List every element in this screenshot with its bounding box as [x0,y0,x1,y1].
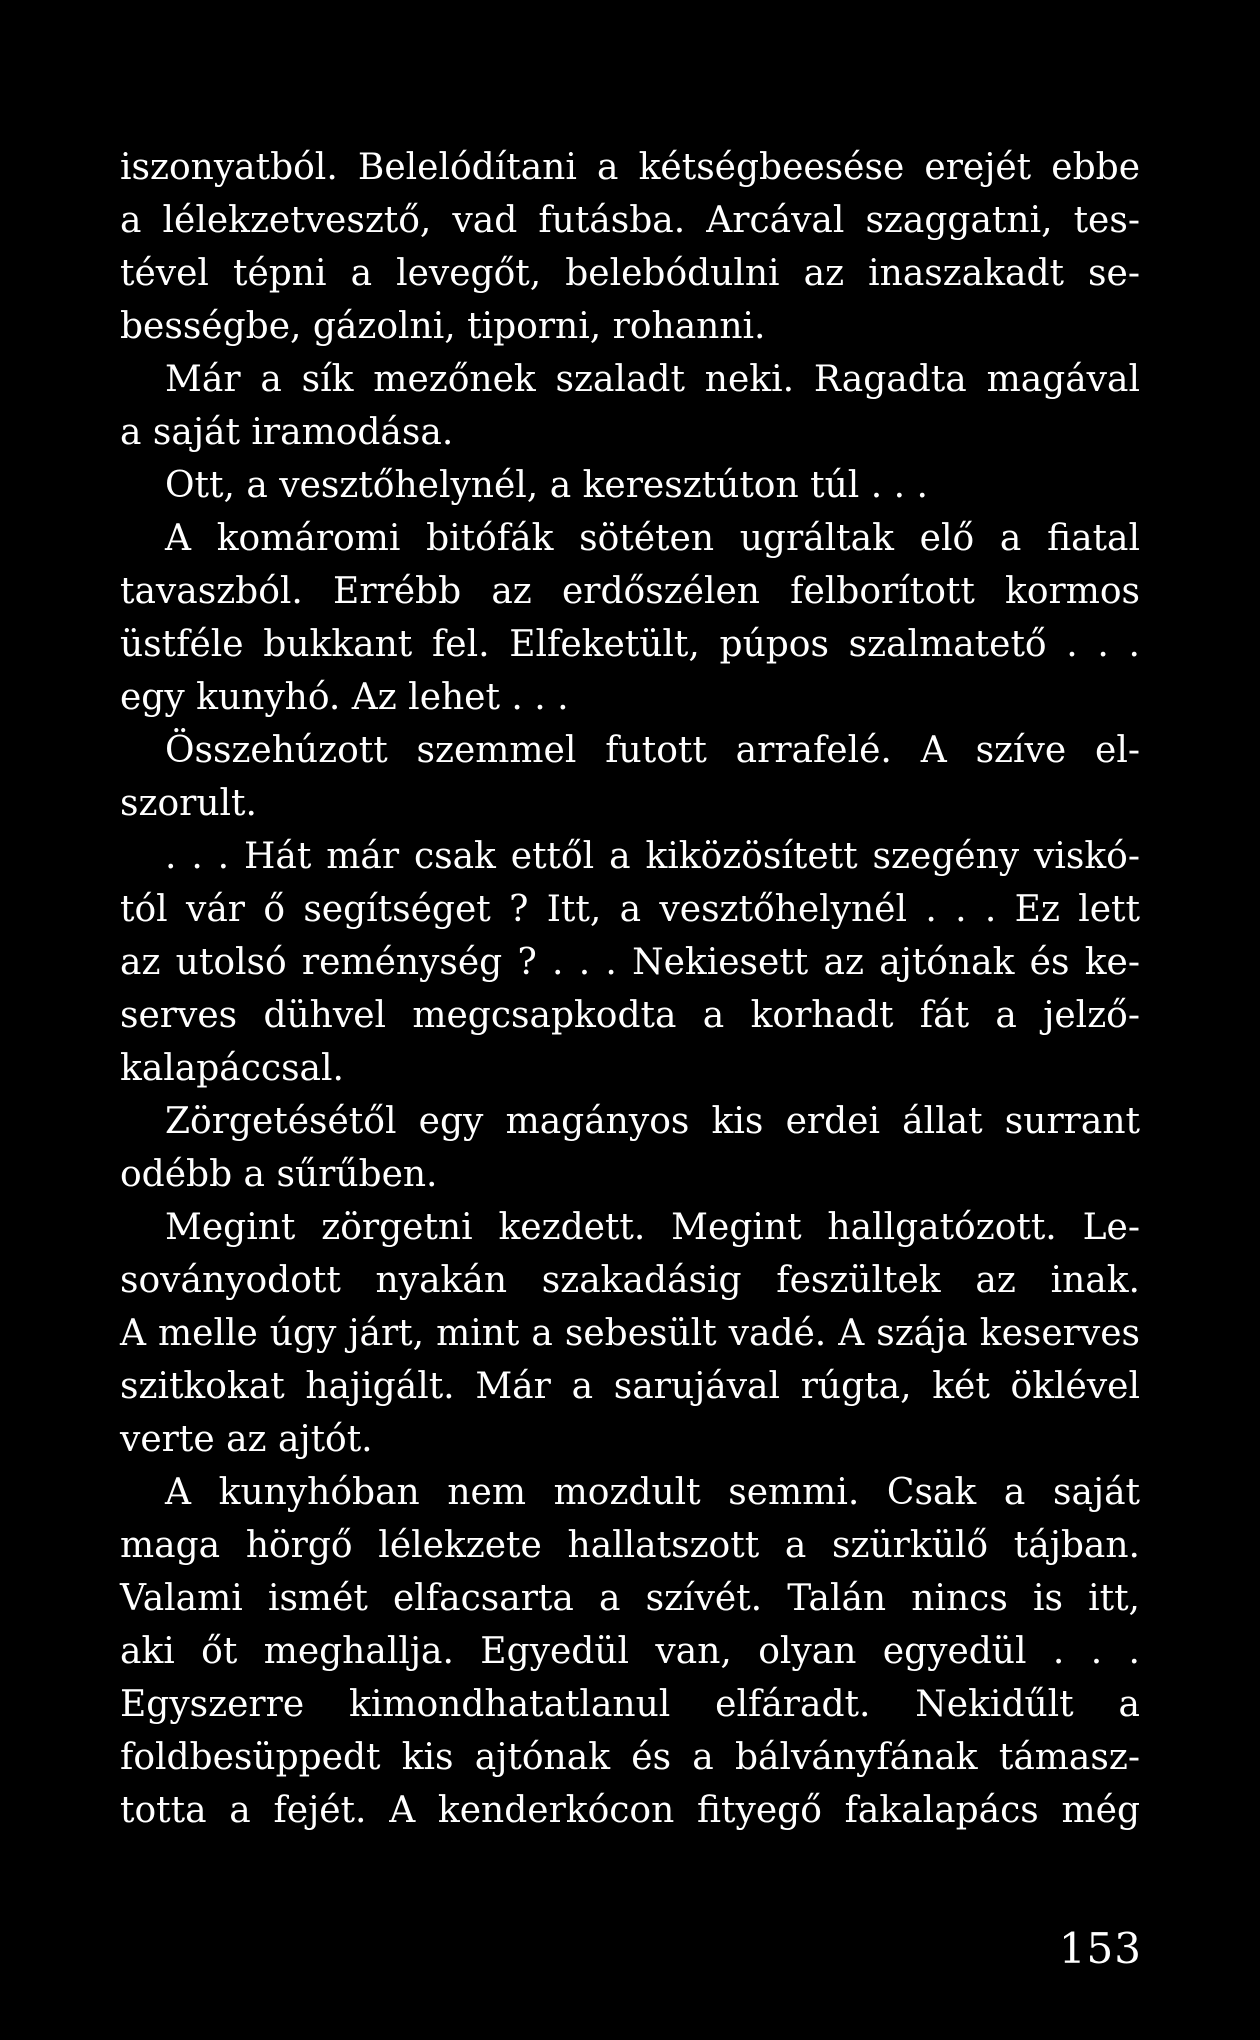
text-line: tavaszból. Errébb az erdőszélen felborított kormos [120,571,1140,612]
text-line: Már a sík mezőnek szaladt neki. Ragadta magával [165,359,1140,400]
text-line: a saját iramodása. [120,412,454,453]
text-line: serves dühvel megcsapkodta a korhadt fát a jelző- [120,995,1140,1036]
text-line: kalapáccsal. [120,1048,344,1089]
text-line: A komáromi bitófák sötéten ugráltak elő a fiatal [165,518,1140,559]
body-text [120,141,1140,1837]
text-line: tével tépni a levegőt, belebódulni az inaszakadt se- [120,253,1140,294]
text-line: egy kunyhó. Az lehet . . . [120,677,569,718]
text-line: Ott, a vesztőhelynél, a keresztúton túl . . . [165,465,928,506]
text-line: A melle úgy járt, mint a sebesült vadé. A szája keserves [120,1313,1140,1354]
text-line: iszonyatból. Belelódítani a kétségbeesése erejét ebbe [120,147,1140,188]
text-line: Összehúzott szemmel futott arrafelé. A szíve el- [165,730,1140,771]
text-line: verte az ajtót. [120,1419,373,1460]
text-line: szitkokat hajigált. Már a sarujával rúgta, két öklével [120,1366,1140,1407]
text-line: Egyszerre kimondhatatlanul elfáradt. Nekidűlt a [120,1684,1140,1725]
text-line: foldbesüppedt kis ajtónak és a bálványfának támasz- [120,1737,1140,1778]
text-line: . . . Hát már csak ettől a kiközösített szegény viskó- [165,836,1140,877]
text-line: Megint zörgetni kezdett. Megint hallgatózott. Le- [165,1207,1140,1248]
text-line: a lélekzetvesztő, vad futásba. Arcával szaggatni, tes- [120,200,1140,241]
text-line: A kunyhóban nem mozdult semmi. Csak a saját [165,1472,1140,1513]
page-number: 153 [1058,1924,1142,1973]
text-line: Zörgetésétől egy magányos kis erdei állat surrant [165,1101,1140,1142]
text-line: maga hörgő lélekzete hallatszott a szürkülő tájban. [120,1525,1140,1566]
text-line: tól vár ő segítséget ? Itt, a vesztőhelynél . . . Ez lett [120,889,1140,930]
text-line: Valami ismét elfacsarta a szívét. Talán nincs is itt, [120,1578,1140,1619]
text-line: odébb a sűrűben. [120,1154,438,1195]
text-line: soványodott nyakán szakadásig feszültek az inak. [120,1260,1140,1301]
text-line: üstféle bukkant fel. Elfeketült, púpos szalmatető . . . [120,624,1140,665]
text-line: bességbe, gázolni, tiporni, rohanni. [120,306,766,347]
text-line: aki őt meghallja. Egyedül van, olyan egyedül . . . [120,1631,1140,1672]
text-line: az utolsó reménység ? . . . Nekiesett az ajtónak és ke- [120,942,1140,983]
text-line: totta a fejét. A kenderkócon fityegő fakalapács még [120,1790,1140,1831]
text-line: szorult. [120,783,257,824]
